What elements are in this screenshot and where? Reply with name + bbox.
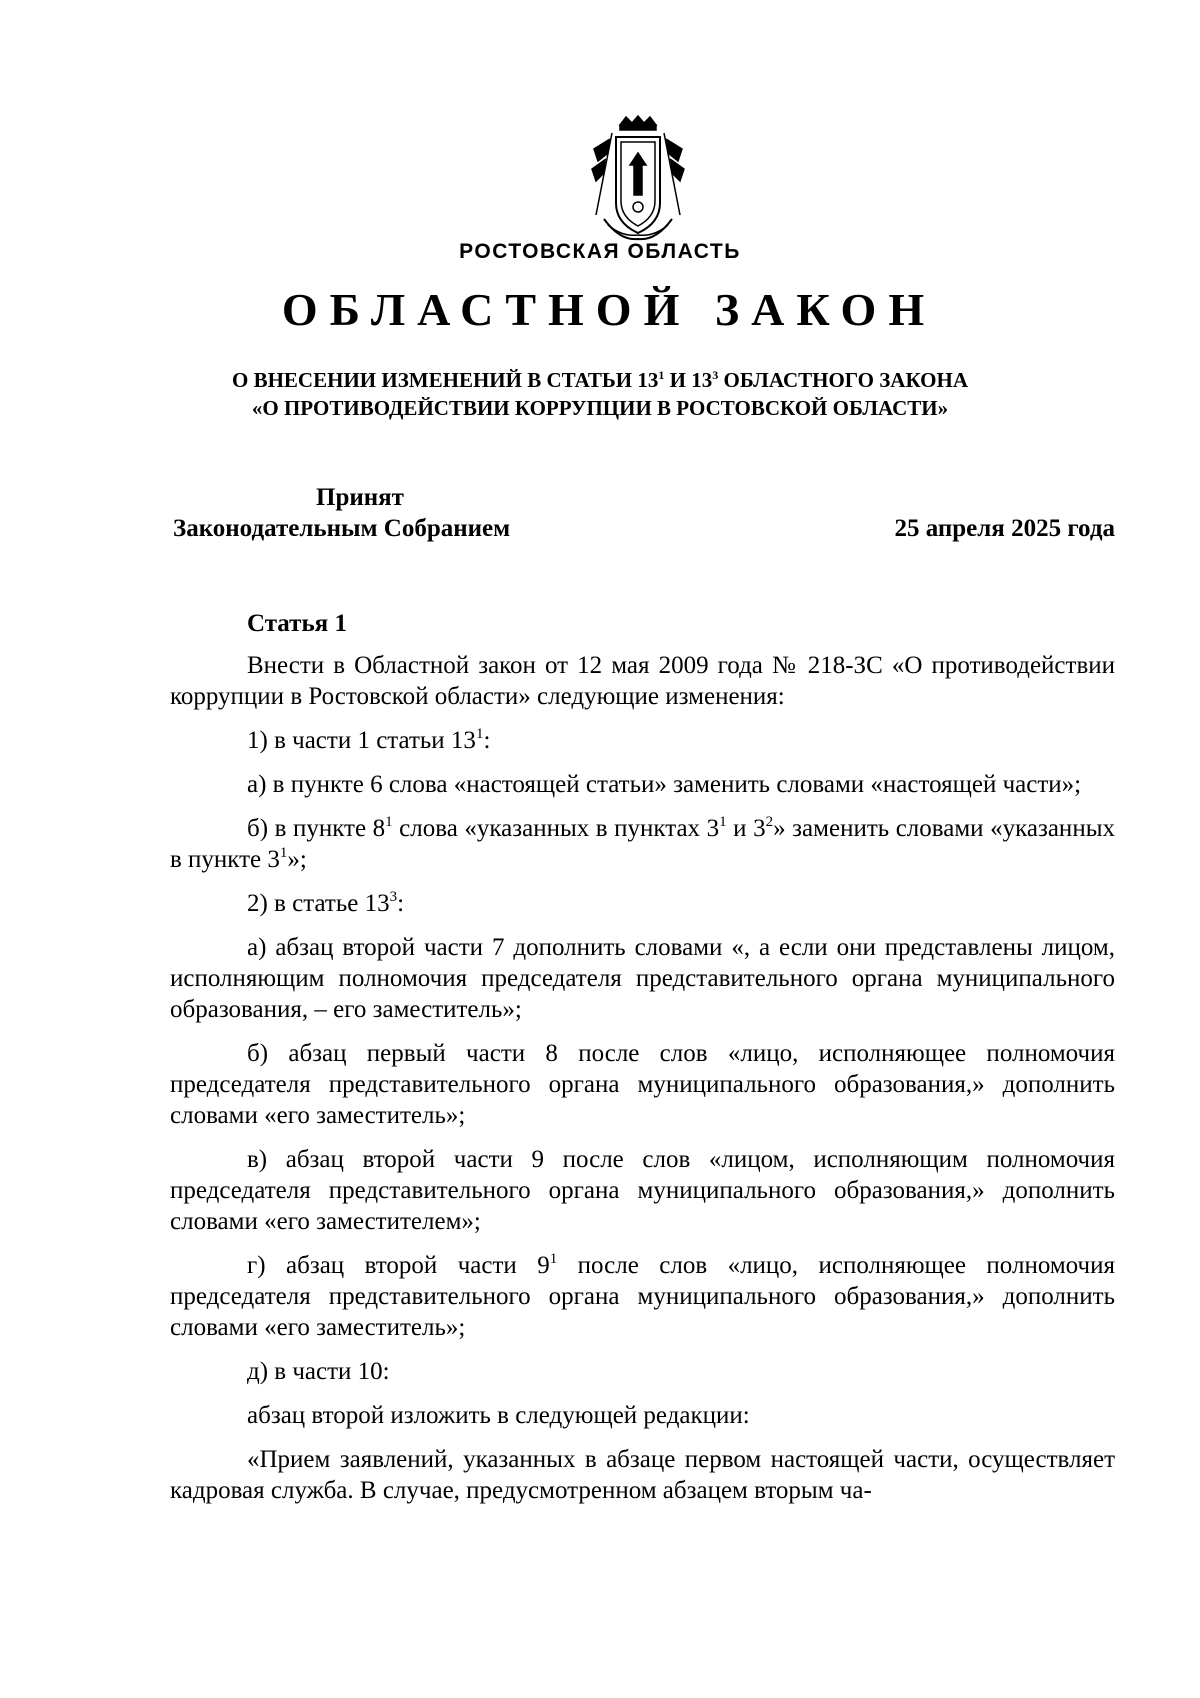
paragraph-text: »; [287, 846, 307, 873]
paragraph-text: б) в пункте 8 [247, 815, 386, 842]
paragraph-text: » заменить словами «указанных в пункте 3 [170, 815, 1115, 873]
paragraph-text: слова «указанных в пунктах 3 [392, 815, 720, 842]
superscript: 2 [765, 814, 774, 830]
subject-text: О ВНЕСЕНИИ ИЗМЕНЕНИЙ В СТАТЬИ 13 [232, 368, 659, 392]
paragraph [170, 813, 1115, 875]
paragraph: абзац второй изложить в следующей редакции: [247, 1402, 750, 1429]
subject-text: ОБЛАСТНОГО ЗАКОНА [718, 368, 968, 392]
adopted-by: Законодательным Собранием [173, 515, 511, 542]
paragraph-text: 1) в части 1 статьи 13 [247, 727, 476, 754]
paragraph: д) в части 10: [247, 1358, 390, 1385]
rostov-coat-of-arms-icon [590, 115, 686, 245]
law-type-title: ОБЛАСТНОЙ ЗАКОН [281, 284, 937, 335]
paragraph: в) абзац второй части 9 после слов «лицом, исполняющим полномочия председателя представительного органа муниципального образования,» дополнить словами «его заместителем»; [170, 1146, 1115, 1235]
superscript: 1 [549, 1251, 558, 1267]
region-name: РОСТОВСКАЯ ОБЛАСТЬ [459, 240, 741, 263]
adopted-label: Принят [316, 484, 404, 511]
subject-line-1 [0, 366, 1200, 394]
paragraph: а) в пункте 6 слова «настоящей статьи» заменить словами «настоящей части»; [247, 771, 1082, 798]
article-title: Статья 1 [247, 610, 347, 637]
superscript: 1 [658, 368, 665, 382]
paragraph-text: и 3 [726, 815, 766, 842]
superscript: 3 [389, 889, 398, 905]
paragraph-text: 2) в статье 13 [247, 890, 390, 917]
paragraph [170, 1250, 1115, 1343]
paragraph-text: г) абзац второй части 9 [247, 1252, 550, 1279]
adoption-block [173, 482, 573, 544]
paragraph [170, 888, 1115, 919]
paragraph [170, 725, 1115, 756]
paragraph: «Прием заявлений, указанных в абзаце первом настоящей части, осуществляет кадровая служба. В случае, предусмотренном абзацем вторым ча- [170, 1446, 1115, 1504]
subject-text: И 13 [664, 368, 713, 392]
paragraph-text: : [397, 890, 405, 917]
paragraph: б) абзац первый части 8 после слов «лицо, исполняющее полномочия председателя представительного органа муниципального образования,» дополнить словами «его заместитель»; [170, 1040, 1115, 1129]
superscript: 1 [719, 814, 727, 830]
law-subject [0, 366, 1200, 422]
superscript: 3 [712, 368, 719, 382]
paragraph-text: : [483, 727, 491, 754]
superscript: 1 [475, 726, 484, 742]
subject-line-2: «О ПРОТИВОДЕЙСТВИИ КОРРУПЦИИ В РОСТОВСКОЙ ОБЛАСТИ» [251, 396, 949, 420]
superscript: 1 [385, 814, 393, 830]
superscript: 1 [279, 845, 288, 861]
article-body [170, 650, 1115, 1519]
adoption-date: 25 апреля 2025 года [894, 515, 1115, 542]
paragraph: а) абзац второй части 7 дополнить словами «, а если они представлены лицом, исполняющим полномочия председателя представительного органа муниципального образования, – его заместитель»; [170, 934, 1115, 1023]
paragraph: Внести в Областной закон от 12 мая 2009 года № 218-ЗС «О противодействии коррупции в Ростовской области» следующие изменения: [170, 652, 1115, 710]
paragraph-text: после слов «лицо, исполняющее полномочия председателя представительного органа муниципального образования,» дополнить словами «его заместитель»; [170, 1252, 1115, 1341]
